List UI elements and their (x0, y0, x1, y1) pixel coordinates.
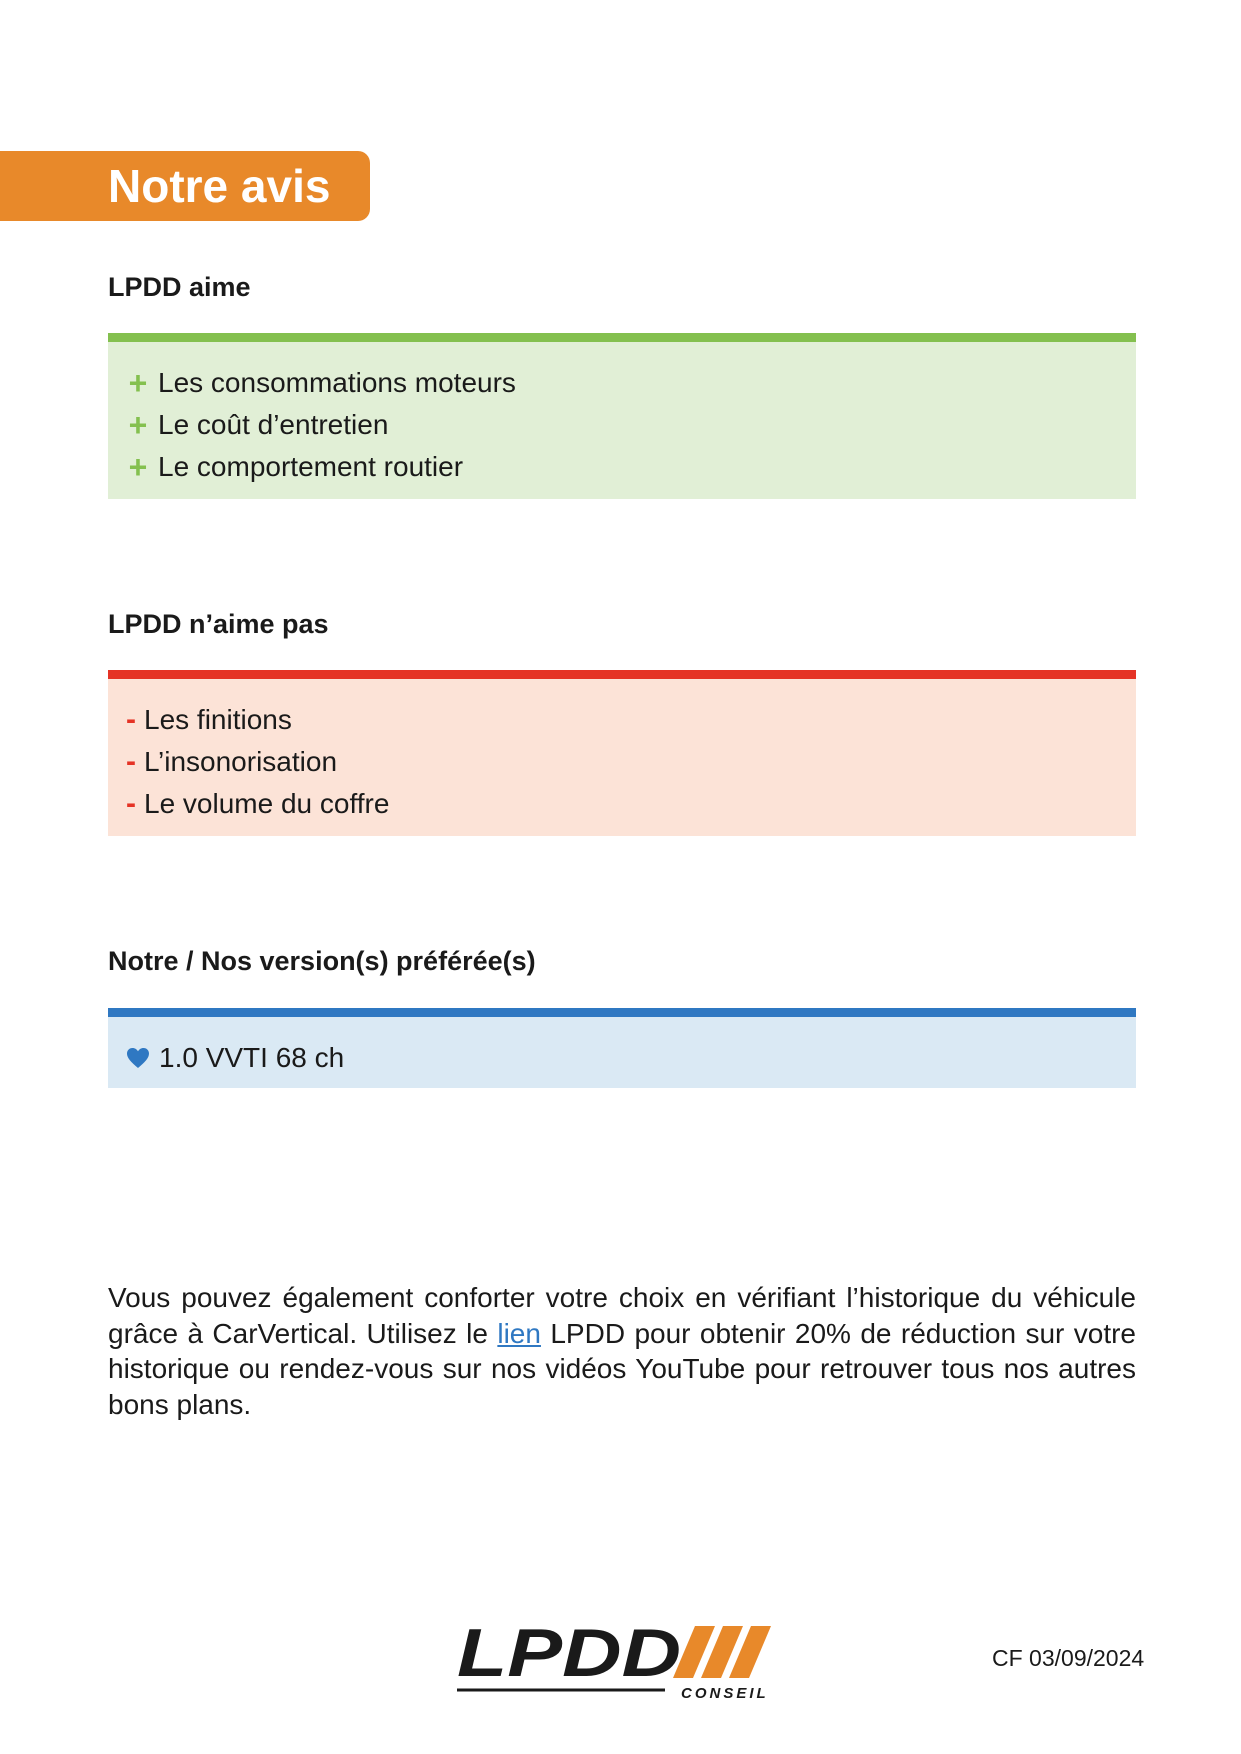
preferred-item-label: 1.0 VVTI 68 ch (159, 1042, 345, 1073)
likes-box (108, 333, 1136, 499)
like-item-label: Les consommations moteurs (158, 367, 516, 398)
list-item (126, 362, 1136, 404)
dislikes-heading: LPDD n’aime pas (108, 609, 329, 639)
paragraph-text-end: LPDD pour obtenir 20% de réduction sur votre historique ou rendez-vous sur nos vidéos YouTube pour retrouver tous nos autres bons plans. (108, 1317, 1136, 1420)
carvertical-link[interactable]: lien (497, 1317, 541, 1349)
plus-icon: + (128, 365, 148, 401)
minus-icon: - (126, 787, 136, 820)
minus-icon: - (126, 703, 136, 736)
list-item (126, 446, 1136, 488)
likes-heading: LPDD aime (108, 272, 251, 302)
list-item (126, 741, 1136, 783)
lpdd-logo (455, 1618, 791, 1702)
list-item (126, 404, 1136, 446)
list-item (126, 783, 1136, 825)
logo-tagline: CONSEIL (681, 1685, 769, 1702)
list-item (126, 699, 1136, 741)
like-item-label: Le comportement routier (158, 451, 464, 482)
list-item (126, 1037, 1136, 1079)
plus-icon: + (128, 449, 148, 485)
paragraph-text-start: Vous pouvez également conforter votre choix en vérifiant l’historique du véhicule grâce à CarVertical. Utilisez le (108, 1282, 1136, 1349)
document-code: CF 03/09/2024 (992, 1645, 1145, 1671)
logo-wordmark: LPDD (457, 1618, 681, 1691)
page-title: Notre avis (0, 151, 370, 221)
carvertical-paragraph (108, 1280, 1136, 1422)
minus-icon: - (126, 745, 136, 778)
preferred-heading: Notre / Nos version(s) préférée(s) (108, 946, 536, 976)
dislike-item-label: L’insonorisation (144, 746, 338, 777)
dislike-item-label: Les finitions (144, 704, 292, 735)
dislike-item-label: Le volume du coffre (144, 788, 390, 819)
like-item-label: Le coût d’entretien (158, 409, 389, 440)
heart-icon (126, 1047, 150, 1069)
preferred-box (108, 1008, 1136, 1088)
plus-icon: + (128, 407, 148, 443)
dislikes-box (108, 670, 1136, 836)
